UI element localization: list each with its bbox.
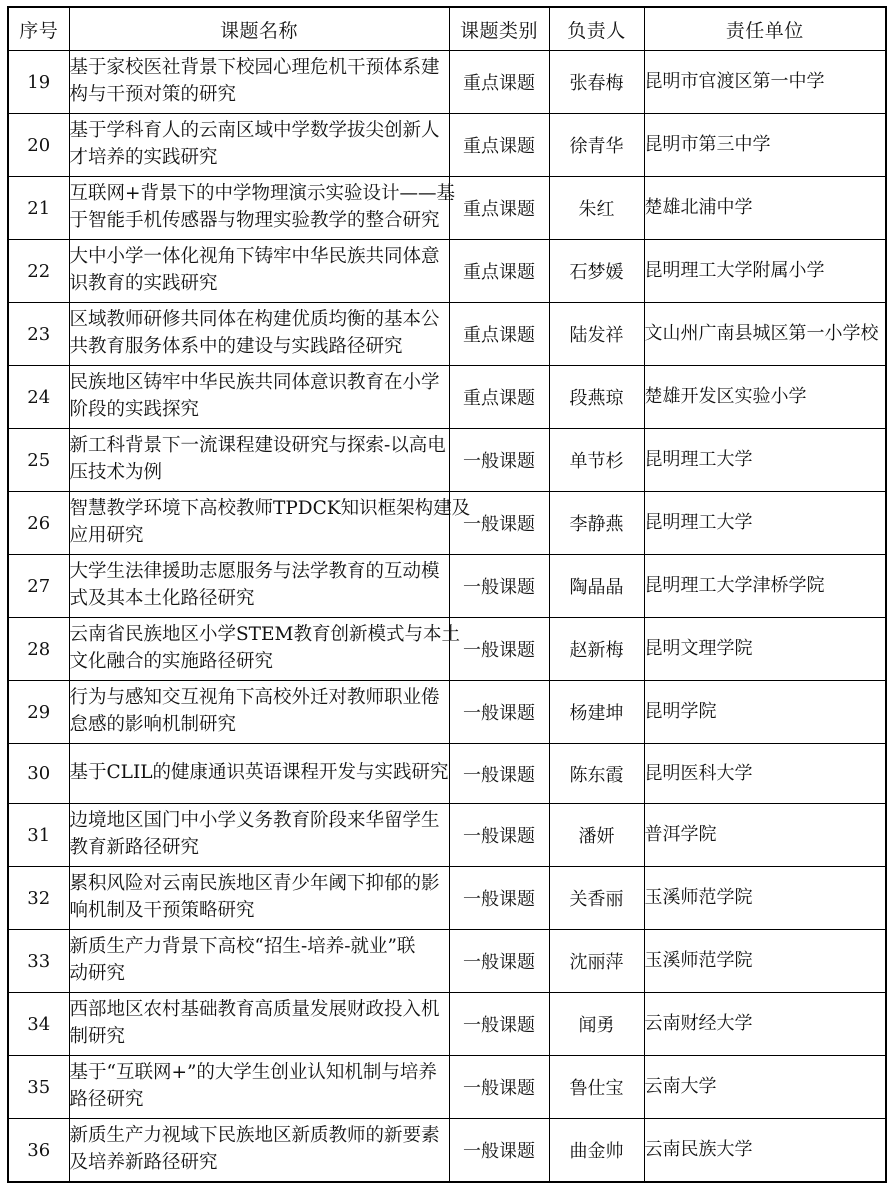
- table-row: [8, 429, 886, 492]
- cell-project-leader: 闻勇: [549, 993, 644, 1056]
- cell-project-title: [69, 744, 449, 804]
- cell-responsible-organization: 昆明理工大学: [644, 429, 886, 492]
- cell-project-title: [69, 303, 449, 366]
- cell-sequence-number: 31: [8, 804, 69, 867]
- cell-project-category: 重点课题: [449, 114, 549, 177]
- cell-project-title: [69, 366, 449, 429]
- project-title-line: 区域教师研修共同体在构建优质均衡的基本公: [69, 309, 440, 331]
- project-list-table-container: [7, 6, 885, 1172]
- cell-project-title: [69, 114, 449, 177]
- column-header-leader: 负责人: [549, 7, 644, 51]
- table-row: [8, 177, 886, 240]
- project-title-line: 边境地区国门中小学义务教育阶段来华留学生: [69, 810, 440, 832]
- project-title-line: 大学生法律援助志愿服务与法学教育的互动模: [69, 561, 440, 583]
- cell-sequence-number: 26: [8, 492, 69, 555]
- cell-responsible-organization: 昆明理工大学: [644, 492, 886, 555]
- cell-project-category: 重点课题: [449, 51, 549, 114]
- cell-project-leader: 杨建坤: [549, 681, 644, 744]
- cell-responsible-organization: 玉溪师范学院: [644, 867, 886, 930]
- table-row: [8, 114, 886, 177]
- cell-project-title: [69, 555, 449, 618]
- table-body: [8, 51, 886, 1183]
- table-row: [8, 744, 886, 804]
- cell-sequence-number: 28: [8, 618, 69, 681]
- project-title-line: 大中小学一体化视角下铸牢中华民族共同体意: [69, 246, 440, 268]
- cell-responsible-organization: 云南财经大学: [644, 993, 886, 1056]
- cell-sequence-number: 36: [8, 1119, 69, 1183]
- table-row: [8, 993, 886, 1056]
- cell-project-category: 重点课题: [449, 240, 549, 303]
- cell-project-category: 一般课题: [449, 618, 549, 681]
- cell-project-leader: 段燕琼: [549, 366, 644, 429]
- cell-sequence-number: 19: [8, 51, 69, 114]
- project-title-line: 构与干预对策的研究: [69, 84, 237, 105]
- project-title-line: 阶段的实践探究: [69, 399, 200, 420]
- table-row: [8, 1119, 886, 1183]
- project-title-line: 路径研究: [69, 1089, 144, 1110]
- cell-project-title: [69, 429, 449, 492]
- cell-sequence-number: 27: [8, 555, 69, 618]
- project-title-line: 基于“互联网+”的大学生创业认知机制与培养: [69, 1062, 437, 1084]
- table-row: [8, 555, 886, 618]
- cell-project-title: [69, 1119, 449, 1183]
- cell-responsible-organization: 云南民族大学: [644, 1119, 886, 1183]
- cell-project-leader: 李静燕: [549, 492, 644, 555]
- cell-project-category: 重点课题: [449, 303, 549, 366]
- project-title-line: 响机制及干预策略研究: [69, 900, 255, 921]
- project-title-line: 基于家校医社背景下校园心理危机干预体系建: [69, 57, 440, 79]
- table-header: [8, 7, 886, 51]
- cell-project-category: 一般课题: [449, 492, 549, 555]
- cell-project-title: [69, 240, 449, 303]
- project-title-line: 行为与感知交互视角下高校外迁对教师职业倦: [69, 687, 440, 709]
- cell-project-category: 一般课题: [449, 681, 549, 744]
- cell-responsible-organization: 昆明文理学院: [644, 618, 886, 681]
- cell-project-title: [69, 930, 449, 993]
- project-title-line: 才培养的实践研究: [69, 147, 218, 168]
- cell-responsible-organization: 玉溪师范学院: [644, 930, 886, 993]
- cell-sequence-number: 22: [8, 240, 69, 303]
- cell-sequence-number: 32: [8, 867, 69, 930]
- cell-project-leader: 单节杉: [549, 429, 644, 492]
- cell-sequence-number: 23: [8, 303, 69, 366]
- cell-project-category: 一般课题: [449, 993, 549, 1056]
- cell-responsible-organization: 楚雄北浦中学: [644, 177, 886, 240]
- cell-project-category: 一般课题: [449, 804, 549, 867]
- project-title-line: 文化融合的实施路径研究: [69, 651, 274, 672]
- column-header-title: 课题名称: [69, 7, 449, 51]
- cell-project-leader: 赵新梅: [549, 618, 644, 681]
- project-title-line: 共教育服务体系中的建设与实践路径研究: [69, 336, 403, 357]
- table-row: [8, 1056, 886, 1119]
- cell-project-category: 一般课题: [449, 867, 549, 930]
- project-title-line: 怠感的影响机制研究: [69, 714, 237, 735]
- project-title-line: 云南省民族地区小学STEM教育创新模式与本土: [69, 624, 460, 646]
- project-title-line: 于智能手机传感器与物理实验教学的整合研究: [69, 210, 440, 231]
- column-header-organization: 责任单位: [644, 7, 886, 51]
- project-title-line: 民族地区铸牢中华民族共同体意识教育在小学: [69, 372, 440, 394]
- column-header-category: 课题类别: [449, 7, 549, 51]
- cell-project-category: 一般课题: [449, 930, 549, 993]
- cell-project-title: [69, 492, 471, 555]
- cell-sequence-number: 30: [8, 744, 69, 804]
- cell-project-leader: 朱红: [549, 177, 644, 240]
- project-title-line: 压技术为例: [69, 462, 163, 483]
- cell-sequence-number: 35: [8, 1056, 69, 1119]
- cell-sequence-number: 21: [8, 177, 69, 240]
- cell-responsible-organization: 昆明理工大学附属小学: [644, 240, 886, 303]
- project-title-line: 教育新路径研究: [69, 837, 200, 858]
- cell-project-leader: 鲁仕宝: [549, 1056, 644, 1119]
- project-title-line: 新工科背景下一流课程建设研究与探索-以高电: [69, 435, 446, 457]
- cell-project-category: 一般课题: [449, 1056, 549, 1119]
- project-title-line: 制研究: [69, 1026, 126, 1047]
- project-title-line: 西部地区农村基础教育高质量发展财政投入机: [69, 999, 440, 1021]
- project-title-line: 累积风险对云南民族地区青少年阈下抑郁的影: [69, 873, 440, 895]
- cell-project-title: [69, 681, 449, 744]
- table-row: [8, 930, 886, 993]
- cell-project-leader: 关香丽: [549, 867, 644, 930]
- table-row: [8, 804, 886, 867]
- cell-responsible-organization: 昆明市第三中学: [644, 114, 886, 177]
- table-row: [8, 618, 886, 681]
- cell-sequence-number: 34: [8, 993, 69, 1056]
- cell-project-leader: 石梦媛: [549, 240, 644, 303]
- cell-responsible-organization: 楚雄开发区实验小学: [644, 366, 886, 429]
- cell-sequence-number: 29: [8, 681, 69, 744]
- cell-project-leader: 张春梅: [549, 51, 644, 114]
- cell-responsible-organization: 昆明学院: [644, 681, 886, 744]
- cell-project-category: 重点课题: [449, 177, 549, 240]
- table-row: [8, 240, 886, 303]
- cell-project-category: 一般课题: [449, 429, 549, 492]
- cell-project-category: 一般课题: [449, 744, 549, 804]
- cell-project-title: [69, 618, 460, 681]
- cell-project-category: 重点课题: [449, 366, 549, 429]
- cell-project-category: 一般课题: [449, 1119, 549, 1183]
- cell-responsible-organization: 昆明理工大学津桥学院: [644, 555, 886, 618]
- cell-project-title: [69, 993, 449, 1056]
- cell-responsible-organization: 普洱学院: [644, 804, 886, 867]
- project-title-line: 新质生产力视域下民族地区新质教师的新要素: [69, 1125, 440, 1147]
- column-header-no: 序号: [8, 7, 69, 51]
- cell-project-title: [69, 1056, 449, 1119]
- table-row: [8, 867, 886, 930]
- cell-responsible-organization: 昆明市官渡区第一中学: [644, 51, 886, 114]
- project-title-line: 基于CLIL的健康通识英语课程开发与实践研究: [69, 762, 449, 784]
- cell-sequence-number: 24: [8, 366, 69, 429]
- project-title-line: 动研究: [69, 963, 126, 984]
- cell-responsible-organization: 云南大学: [644, 1056, 886, 1119]
- project-title-line: 识教育的实践研究: [69, 273, 218, 294]
- cell-project-leader: 沈丽萍: [549, 930, 644, 993]
- header-row: [8, 7, 886, 51]
- cell-project-title: [69, 51, 449, 114]
- cell-project-leader: 陈东霞: [549, 744, 644, 804]
- table-row: [8, 681, 886, 744]
- cell-responsible-organization: 文山州广南县城区第一小学校: [644, 303, 886, 366]
- cell-project-leader: 曲金帅: [549, 1119, 644, 1183]
- table-row: [8, 51, 886, 114]
- table-row: [8, 492, 886, 555]
- cell-project-leader: 陶晶晶: [549, 555, 644, 618]
- project-title-line: 式及其本土化路径研究: [69, 588, 255, 609]
- cell-project-leader: 陆发祥: [549, 303, 644, 366]
- cell-sequence-number: 20: [8, 114, 69, 177]
- cell-sequence-number: 25: [8, 429, 69, 492]
- project-title-line: 新质生产力背景下高校“招生-培养-就业”联: [69, 936, 416, 958]
- cell-project-title: [69, 177, 456, 240]
- cell-project-title: [69, 804, 449, 867]
- table-row: [8, 366, 886, 429]
- cell-project-leader: 潘妍: [549, 804, 644, 867]
- project-title-line: 及培养新路径研究: [69, 1152, 218, 1173]
- table-row: [8, 303, 886, 366]
- approved-projects-table: [7, 6, 887, 1183]
- cell-project-title: [69, 867, 449, 930]
- cell-responsible-organization: 昆明医科大学: [644, 744, 886, 804]
- project-title-line: 互联网+背景下的中学物理演示实验设计——基: [69, 183, 456, 205]
- cell-project-category: 一般课题: [449, 555, 549, 618]
- cell-project-leader: 徐青华: [549, 114, 644, 177]
- project-title-line: 基于学科育人的云南区域中学数学拔尖创新人: [69, 120, 440, 142]
- project-title-line: 应用研究: [69, 525, 144, 546]
- project-title-line: 智慧教学环境下高校教师TPDCK知识框架构建及: [69, 498, 471, 520]
- cell-sequence-number: 33: [8, 930, 69, 993]
